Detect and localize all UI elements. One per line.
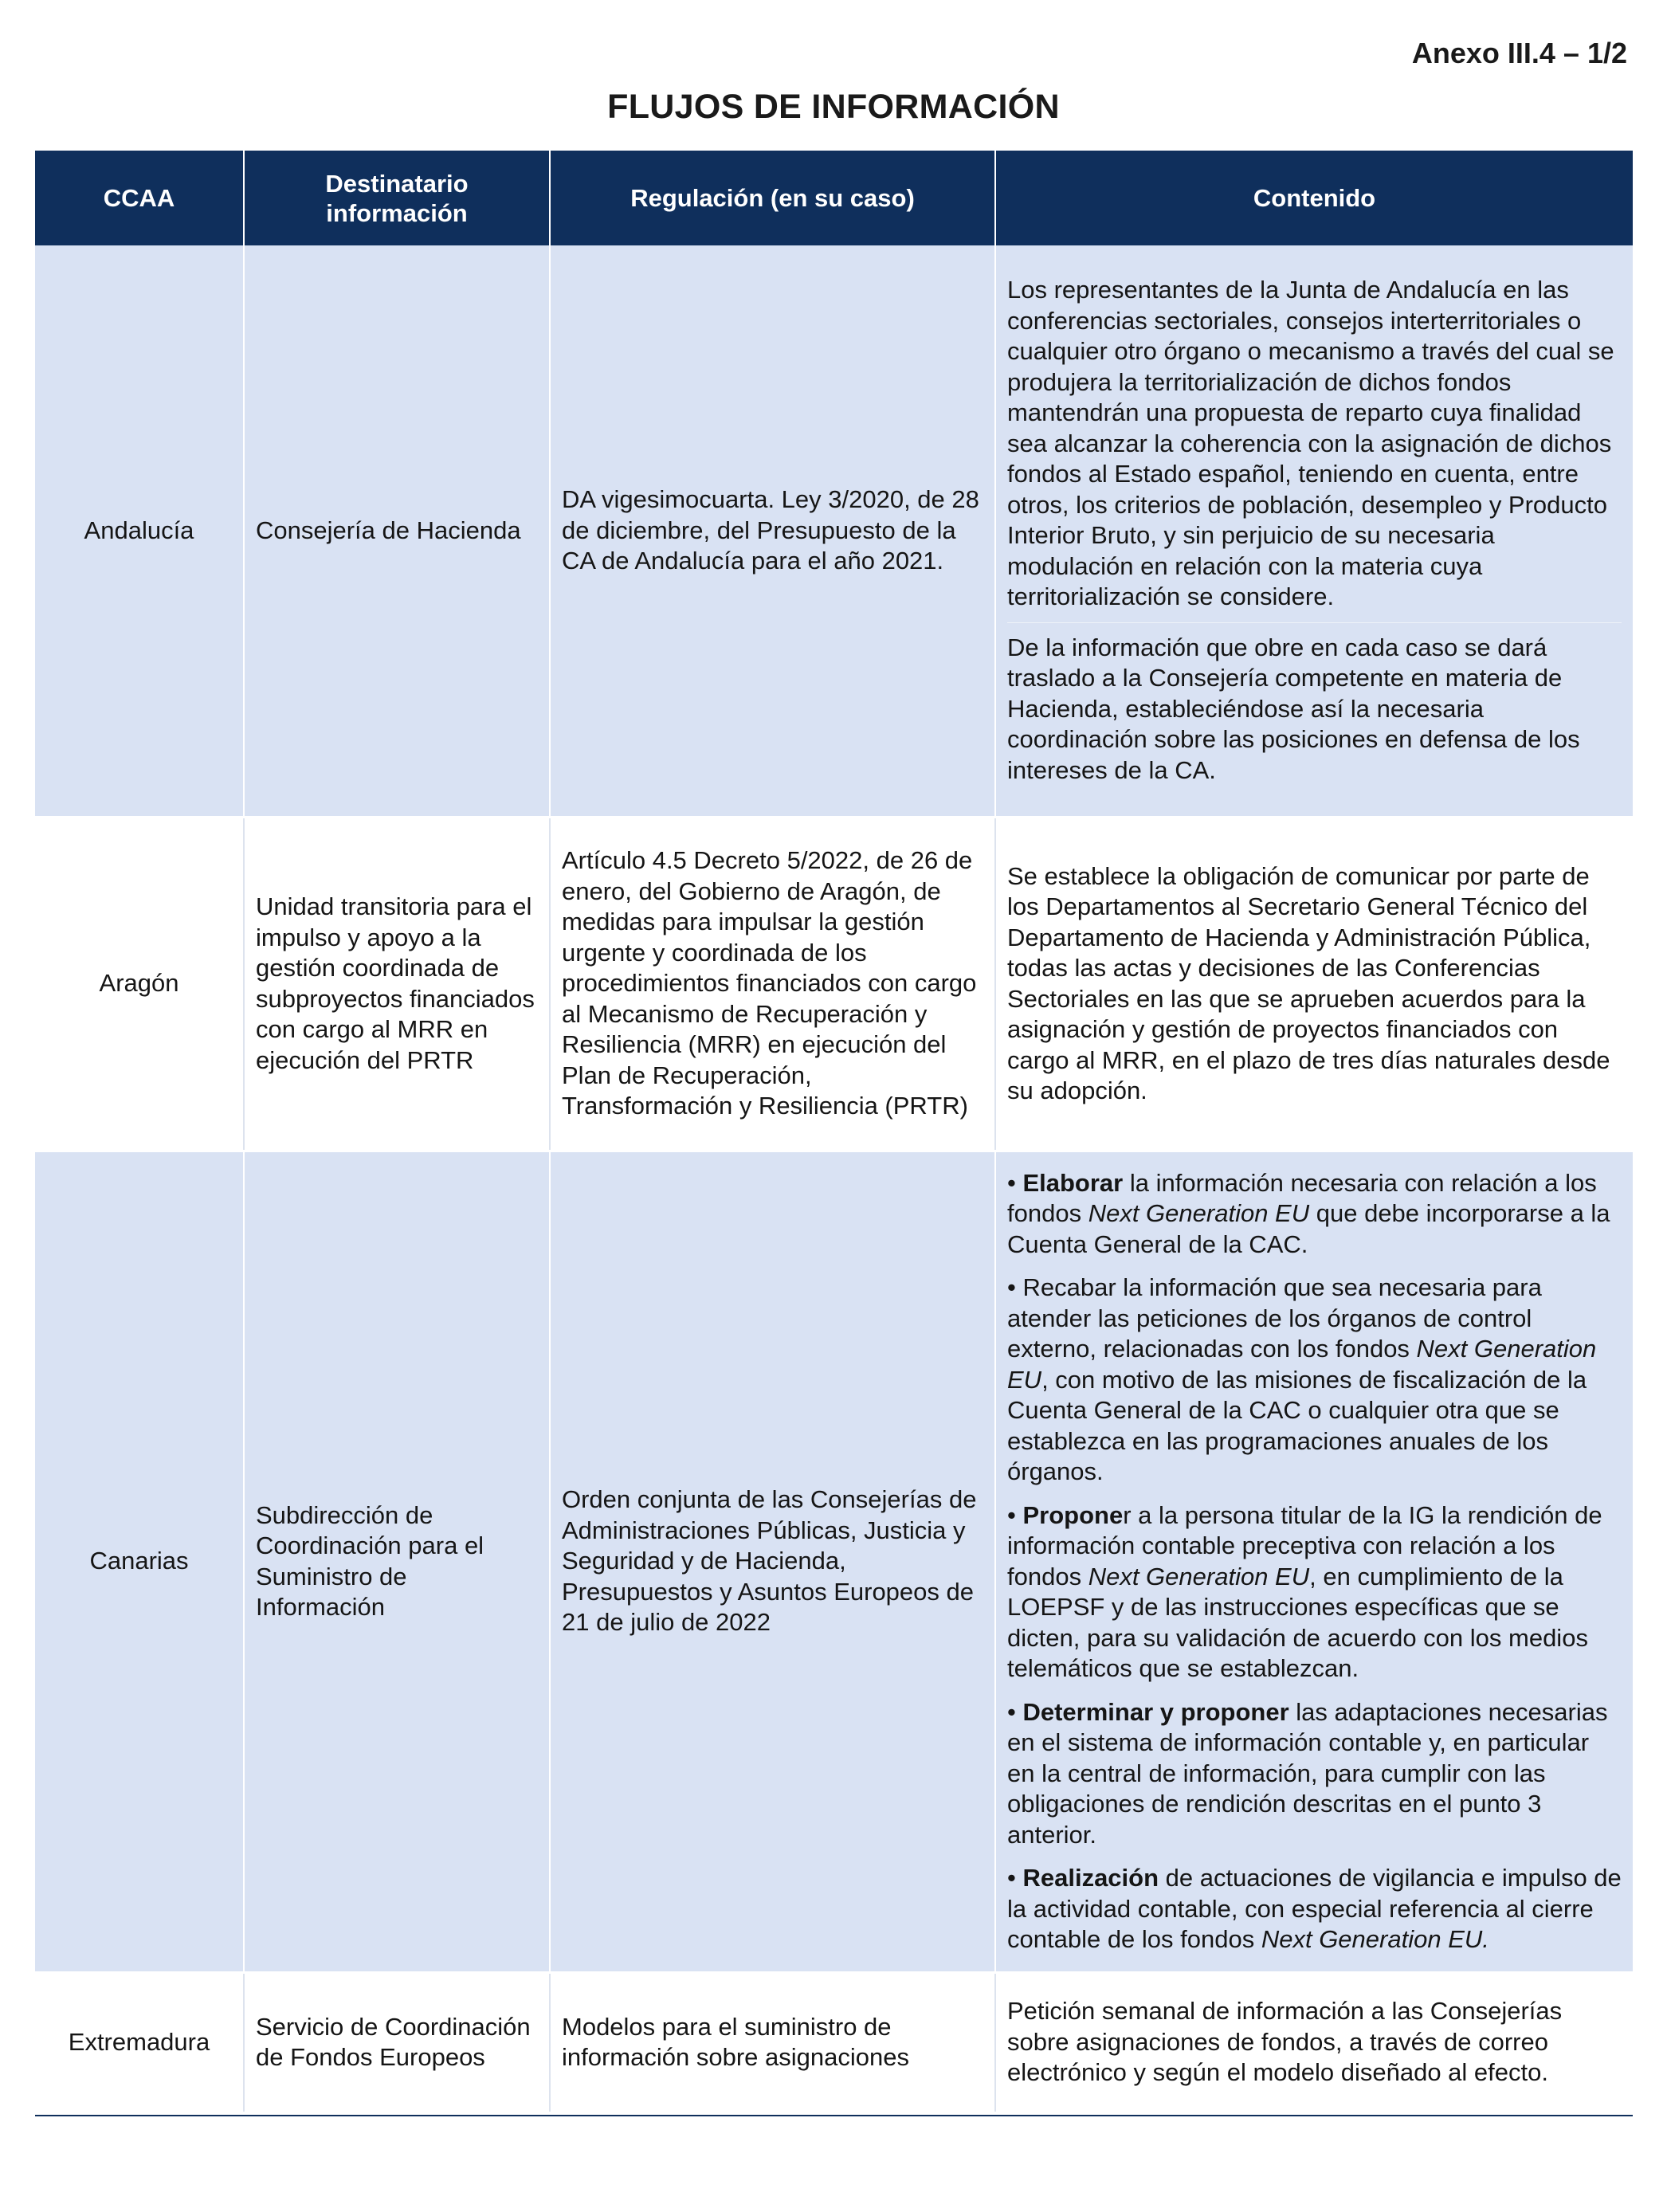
column-header-destinatario: Destinatario información <box>244 151 550 245</box>
contenido-paragraph: Se establece la obligación de comunicar por parte de los Departamentos al Secretario General Técnico del Departamento de Hacienda y Administración Pública, todas las actas y decisiones de las Conferencias Sectoriales en las que se aprueben acuerdos para la asignación y gestión de proyectos financiados con cargo al MRR, en el plazo de tres días naturales desde su adopción. <box>1007 861 1610 1104</box>
contenido-bullet: • Proponer a la persona titular de la IG la rendición de información contable preceptiva con relación a los fondos Next Generation EU, en cumplimiento de la LOEPSF y de las instrucciones específicas que se dicten, para su validación de acuerdo con los medios telemáticos que se establezcan. <box>1007 1500 1602 1682</box>
bottom-rule <box>35 2115 1633 2116</box>
table-row <box>35 245 1633 817</box>
contenido-bullet: • Recabar la información que sea necesaria para atender las peticiones de los órganos de control externo, relacionadas con los fondos Next Generation EU, con motivo de las misiones de fiscalización de la Cuenta General de la CAC o cualquier otra que se establezca en las programaciones anuales de los órganos. <box>1007 1273 1597 1485</box>
column-header-contenido: Contenido <box>995 151 1633 245</box>
table-row <box>35 1151 1633 1972</box>
table-row <box>35 1972 1633 2112</box>
contenido-paragraph: Petición semanal de información a las Consejerías sobre asignaciones de fondos, a través de correo electrónico y según el modelo diseñado al efecto. <box>1007 1997 1563 2087</box>
contenido-paragraph: De la información que obre en cada caso se dará traslado a la Consejería competente en materia de Hacienda, estableciéndose así la necesaria coordinación sobre las posiciones en defensa de los intereses de la CA. <box>1007 622 1622 786</box>
cell-destinatario: Unidad transitoria para el impulso y apoyo a la gestión coordinada de subproyectos financiados con cargo al MRR en ejecución del PRTR <box>244 817 550 1151</box>
cell-ccaa: Andalucía <box>35 245 244 817</box>
cell-contenido <box>995 1151 1633 1972</box>
cell-destinatario: Subdirección de Coordinación para el Suministro de Información <box>244 1151 550 1972</box>
cell-contenido <box>995 817 1633 1151</box>
cell-ccaa: Canarias <box>35 1151 244 1972</box>
cell-destinatario: Consejería de Hacienda <box>244 245 550 817</box>
column-header-regulacion: Regulación (en su caso) <box>550 151 995 245</box>
table-row <box>35 817 1633 1151</box>
cell-regulacion: Artículo 4.5 Decreto 5/2022, de 26 de enero, del Gobierno de Aragón, de medidas para impulsar la gestión urgente y coordinada de los procedimientos financiados con cargo al Mecanismo de Recuperación y Resiliencia (MRR) en ejecución del Plan de Recuperación, Transformación y Resiliencia (PRTR) <box>550 817 995 1151</box>
page-title: FLUJOS DE INFORMACIÓN <box>607 88 1060 126</box>
cell-regulacion: Modelos para el suministro de información sobre asignaciones <box>550 1972 995 2112</box>
annex-label: Anexo III.4 – 1/2 <box>1411 37 1627 69</box>
cell-contenido <box>995 245 1633 817</box>
contenido-bullet: • Determinar y proponer las adaptaciones necesarias en el sistema de información contable y, en particular en la central de información, para cumplir con las obligaciones de rendición descritas en el punto 3 anterior. <box>1007 1697 1608 1849</box>
cell-regulacion: DA vigesimocuarta. Ley 3/2020, de 28 de diciembre, del Presupuesto de la CA de Andalucía para el año 2021. <box>550 245 995 817</box>
contenido-bullet: • Elaborar la información necesaria con relación a los fondos Next Generation EU que debe incorporarse a la Cuenta General de la CAC. <box>1007 1168 1610 1258</box>
cell-contenido <box>995 1972 1633 2112</box>
cell-destinatario: Servicio de Coordinación de Fondos Europeos <box>244 1972 550 2112</box>
contenido-paragraph: Los representantes de la Junta de Andalucía en las conferencias sectoriales, consejos interterritoriales o cualquier otro órgano o mecanismo a través del cual se produjera la territorialización de dichos fondos mantendrán una propuesta de reparto cuya finalidad sea alcanzar la coherencia con la asignación de dichos fondos al Estado español, teniendo en cuenta, entre otros, los criterios de población, desempleo y Producto Interior Bruto, y sin perjuicio de su necesaria modulación en relación con la materia cuya territorialización se considere. <box>1007 276 1614 611</box>
cell-regulacion: Orden conjunta de las Consejerías de Administraciones Públicas, Justicia y Seguridad y de Hacienda, Presupuestos y Asuntos Europeos de 21 de julio de 2022 <box>550 1151 995 1972</box>
cell-ccaa: Extremadura <box>35 1972 244 2112</box>
contenido-bullet: • Realización de actuaciones de vigilancia e impulso de la actividad contable, con especial referencia al cierre contable de los fondos Next Generation EU. <box>1007 1864 1622 1953</box>
cell-ccaa: Aragón <box>35 817 244 1151</box>
information-flows-table <box>35 151 1633 2114</box>
table-header <box>35 151 1633 245</box>
column-header-ccaa: CCAA <box>35 151 244 245</box>
